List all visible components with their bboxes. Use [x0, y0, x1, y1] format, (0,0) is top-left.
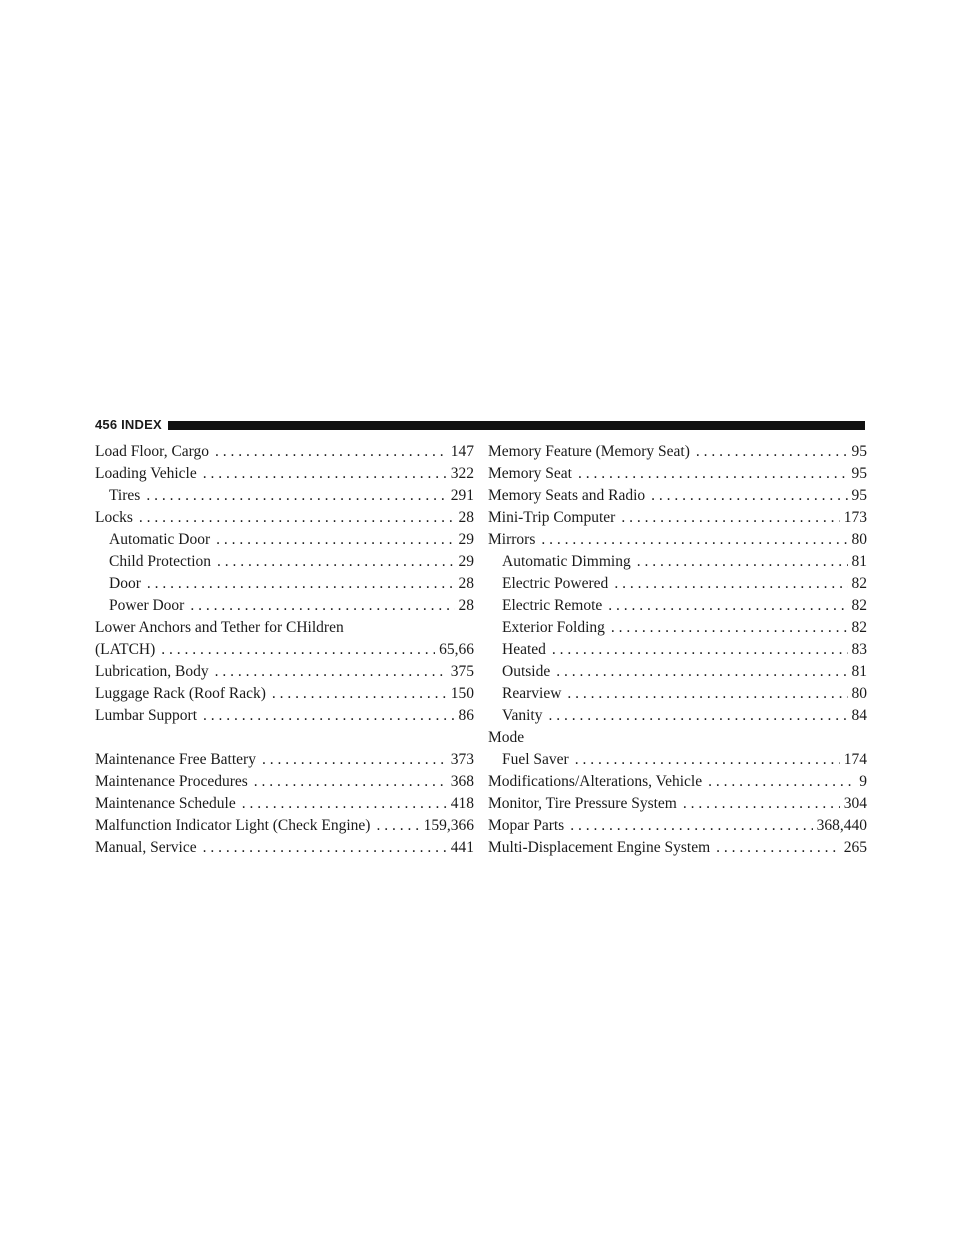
entry-label: Tires: [109, 487, 141, 504]
dot-leader: [542, 705, 847, 727]
entry-label: Maintenance Schedule: [95, 795, 236, 812]
dot-leader: [564, 815, 812, 837]
dot-leader: [209, 661, 447, 683]
dot-leader: [702, 771, 855, 793]
entry-page-number: 80: [851, 531, 867, 548]
dot-leader: [209, 441, 447, 463]
entry-label: Rearview: [502, 685, 562, 702]
index-entry: [95, 771, 474, 793]
entry-label: Exterior Folding: [502, 619, 605, 636]
entry-page-number: 28: [458, 509, 474, 526]
index-subentry: [488, 573, 867, 595]
entry-page-number: 28: [458, 597, 474, 614]
entry-page-number: 82: [851, 597, 867, 614]
entry-page-number: 81: [851, 663, 867, 680]
entry-label: Lumbar Support: [95, 707, 198, 724]
index-entry: [95, 441, 474, 463]
entry-label: Vanity: [502, 707, 543, 724]
dot-leader: [615, 507, 839, 529]
entry-page-number: 29: [458, 531, 474, 548]
dot-leader: [210, 529, 454, 551]
entry-page-number: 9: [859, 773, 867, 790]
dot-leader: [546, 639, 848, 661]
entry-label: Fuel Saver: [502, 751, 569, 768]
index-subentry: [95, 529, 474, 551]
entry-page-number: 84: [851, 707, 867, 724]
dot-leader: [197, 463, 447, 485]
index-entry: [488, 441, 867, 463]
entry-label: Door: [109, 575, 141, 592]
index-entry: [488, 837, 867, 859]
dot-leader: [572, 463, 848, 485]
entry-page-number: 304: [843, 795, 867, 812]
entry-label: (LATCH): [95, 641, 156, 658]
index-subentry: [488, 749, 867, 771]
entry-label: Malfunction Indicator Light (Check Engine): [95, 817, 371, 834]
dot-leader: [561, 683, 847, 705]
entry-page-number: 28: [458, 575, 474, 592]
index-entry: [488, 815, 867, 837]
entry-page-number: 159,366: [423, 817, 474, 834]
entry-label: Power Door: [109, 597, 185, 614]
entry-page-number: 95: [851, 443, 867, 460]
dot-leader: [677, 793, 840, 815]
index-entry: [95, 617, 474, 639]
entry-page-number: 29: [458, 553, 474, 570]
entry-page-number: 368,440: [816, 817, 867, 834]
index-entry: [95, 683, 474, 705]
index-entry: [488, 485, 867, 507]
index-entry: [488, 793, 867, 815]
entry-page-number: 82: [851, 575, 867, 592]
entry-label: Mirrors: [488, 531, 536, 548]
index-entry: [95, 639, 474, 661]
index-subentry: [488, 617, 867, 639]
index-entry: [488, 507, 867, 529]
dot-leader: [236, 793, 447, 815]
header-rule: [168, 421, 865, 430]
index-entry: [95, 463, 474, 485]
index-entry: [488, 529, 867, 551]
index-entry: [488, 771, 867, 793]
entry-page-number: 80: [851, 685, 867, 702]
index-subentry: [488, 661, 867, 683]
entry-label: Lower Anchors and Tether for CHildren: [95, 619, 344, 636]
entry-label: Maintenance Free Battery: [95, 751, 256, 768]
dot-leader: [197, 705, 454, 727]
entry-page-number: 368: [450, 773, 474, 790]
entry-page-number: 265: [843, 839, 867, 856]
entry-page-number: 86: [458, 707, 474, 724]
index-column-right: [488, 441, 867, 859]
entry-label: Load Floor, Cargo: [95, 443, 210, 460]
entry-label: Mini-Trip Computer: [488, 509, 616, 526]
index-subentry: [95, 551, 474, 573]
entry-page-number: 291: [450, 487, 474, 504]
index-subentry: [95, 595, 474, 617]
index-subentry: [488, 705, 867, 727]
entry-label: Memory Seat: [488, 465, 572, 482]
entry-label: Outside: [502, 663, 551, 680]
dot-leader: [535, 529, 847, 551]
dot-leader: [645, 485, 847, 507]
entry-page-number: 150: [450, 685, 474, 702]
entry-label: Automatic Dimming: [502, 553, 631, 570]
index-subentry: [95, 485, 474, 507]
index-entry: [95, 507, 474, 529]
dot-leader: [608, 573, 847, 595]
dot-leader: [211, 551, 454, 573]
entry-page-number: 375: [450, 663, 474, 680]
dot-leader: [602, 595, 847, 617]
entry-label: Memory Feature (Memory Seat): [488, 443, 690, 460]
dot-leader: [197, 837, 447, 859]
index-entry: [95, 793, 474, 815]
entry-label: Mode: [488, 729, 525, 746]
dot-leader: [256, 749, 447, 771]
dot-leader: [370, 815, 419, 837]
dot-leader: [141, 573, 455, 595]
dot-leader: [569, 749, 840, 771]
entry-page-number: 322: [450, 465, 474, 482]
index-subentry: [95, 573, 474, 595]
dot-leader: [710, 837, 840, 859]
entry-label: Memory Seats and Radio: [488, 487, 646, 504]
entry-page-number: 95: [851, 465, 867, 482]
dot-leader: [605, 617, 848, 639]
entry-label: Maintenance Procedures: [95, 773, 248, 790]
entry-page-number: 82: [851, 619, 867, 636]
index-entry: [95, 705, 474, 727]
entry-label: Monitor, Tire Pressure System: [488, 795, 677, 812]
index-subentry: [488, 551, 867, 573]
dot-leader: [631, 551, 848, 573]
entry-label: Loading Vehicle: [95, 465, 197, 482]
entry-label: Locks: [95, 509, 133, 526]
entry-label: Mopar Parts: [488, 817, 565, 834]
index-entry: [488, 463, 867, 485]
index-entry: [95, 749, 474, 771]
entry-page-number: 81: [851, 553, 867, 570]
entry-page-number: 147: [450, 443, 474, 460]
entry-page-number: 173: [843, 509, 867, 526]
entry-label: Multi-Displacement Engine System: [488, 839, 711, 856]
dot-leader: [248, 771, 447, 793]
entry-label: Luggage Rack (Roof Rack): [95, 685, 266, 702]
index-subentry: [488, 639, 867, 661]
entry-page-number: 95: [851, 487, 867, 504]
entry-label: Heated: [502, 641, 546, 658]
entry-label: Electric Powered: [502, 575, 609, 592]
entry-page-number: 418: [450, 795, 474, 812]
index-entry: [95, 815, 474, 837]
index-subentry: [488, 595, 867, 617]
entry-page-number: 65,66: [439, 641, 474, 658]
entry-page-number: 441: [450, 839, 474, 856]
page-number-label: 456 INDEX: [95, 417, 162, 432]
index-entry: [95, 661, 474, 683]
entry-page-number: 373: [450, 751, 474, 768]
index-entry: [95, 837, 474, 859]
entry-page-number: 174: [843, 751, 867, 768]
dot-leader: [133, 507, 455, 529]
dot-leader: [266, 683, 447, 705]
dot-leader: [155, 639, 435, 661]
index-subentry: [488, 683, 867, 705]
index-entry: [488, 727, 867, 749]
dot-leader: [690, 441, 848, 463]
index-column-left: [95, 441, 474, 859]
entry-page-number: 83: [851, 641, 867, 658]
entry-label: Child Protection: [109, 553, 212, 570]
entry-label: Manual, Service: [95, 839, 197, 856]
entry-label: Automatic Door: [109, 531, 211, 548]
dot-leader: [184, 595, 454, 617]
page-header: [95, 416, 865, 434]
entry-label: Electric Remote: [502, 597, 603, 614]
entry-label: Lubrication, Body: [95, 663, 209, 680]
dot-leader: [140, 485, 446, 507]
entry-label: Modifications/Alterations, Vehicle: [488, 773, 703, 790]
dot-leader: [550, 661, 847, 683]
